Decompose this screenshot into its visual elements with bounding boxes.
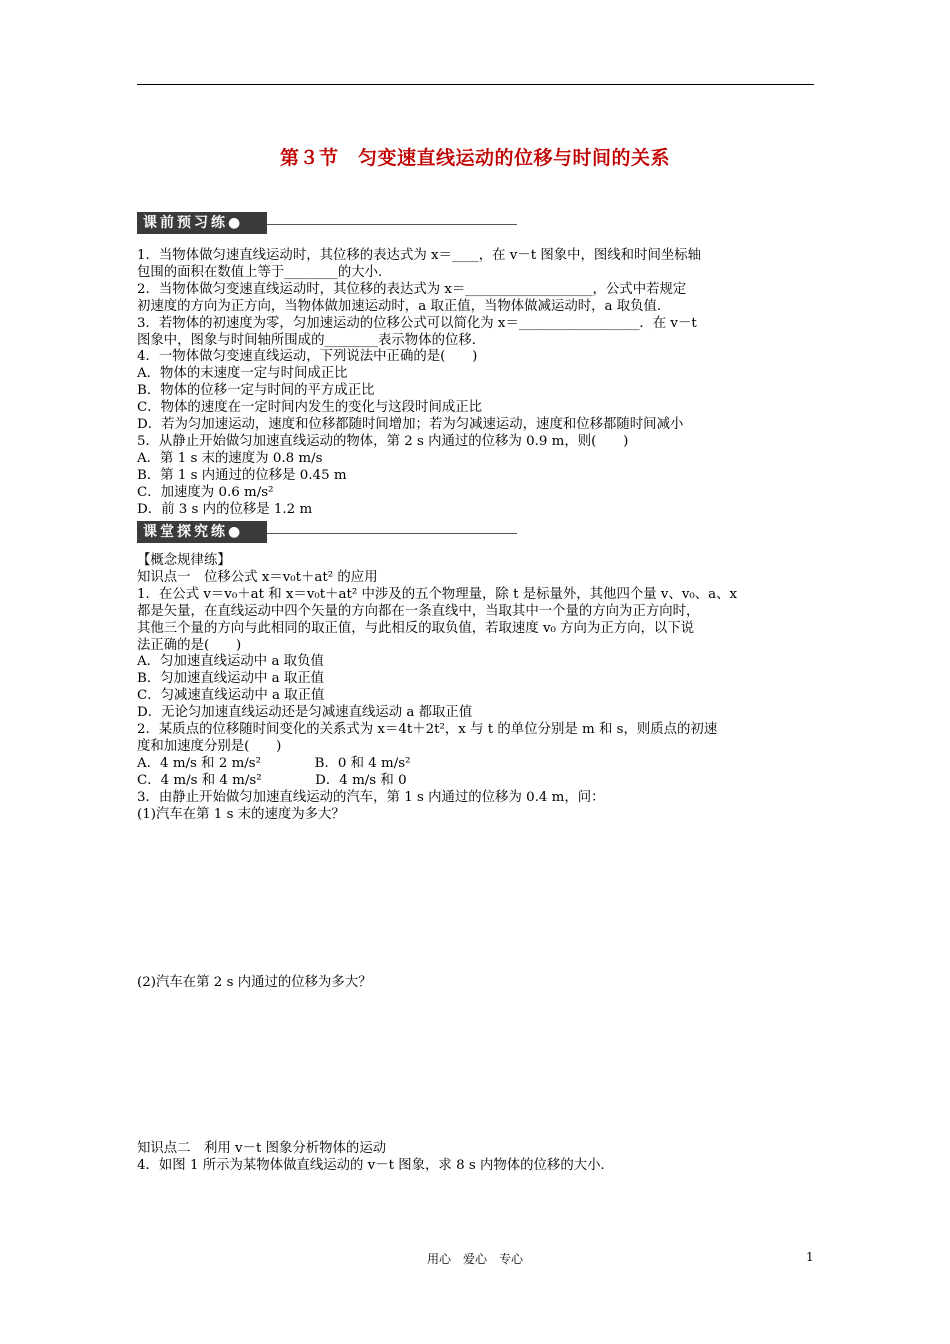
page-footer: 用心 爱心 专心 bbox=[426, 1252, 523, 1266]
text-line: (2)汽车在第 2 s 内通过的位移为多大？ bbox=[137, 974, 372, 990]
text-line: A．物体的末速度一定与时间成正比 bbox=[137, 366, 348, 382]
text-line: C．匀减速直线运动中 a 取正值 bbox=[137, 688, 325, 704]
text-line: A．第 1 s 末的速度为 0.8 m/s bbox=[137, 450, 323, 466]
answer-space bbox=[137, 991, 817, 1141]
section-heading-classroom bbox=[137, 521, 517, 543]
text-line: 4．一物体做匀变速直线运动，下列说法中正确的是( ) bbox=[137, 349, 478, 365]
text-line: 度和加速度分别是( ) bbox=[137, 738, 282, 754]
text-line: B．匀加速直线运动中 a 取正值 bbox=[137, 671, 325, 687]
text-line: D．无论匀加速直线运动还是匀减速直线运动 a 都取正值 bbox=[137, 705, 473, 721]
text-line: D．前 3 s 内的位移是 1.2 m bbox=[137, 501, 313, 517]
page-title: 第３节 匀变速直线运动的位移与时间的关系 bbox=[279, 147, 670, 169]
text-line: 初速度的方向为正方向，当物体做加速运动时，a 取正值，当物体做减运动时，a 取负值． bbox=[137, 298, 671, 314]
text-line: 3．由静止开始做匀加速直线运动的汽车，第 1 s 内通过的位移为 0.4 m，问： bbox=[137, 789, 605, 805]
classroom-exercises bbox=[137, 553, 817, 1175]
text-line: 【概念规律练】 bbox=[137, 553, 231, 568]
text-line: 3．若物体的初速度为零，匀加速运动的位移公式可以简化为 x＝__________________．在 v－t bbox=[137, 315, 697, 331]
text-line: 5．从静止开始做匀加速直线运动的物体，第 2 s 内通过的位移为 0.9 m，则( ) bbox=[137, 433, 629, 449]
section-heading-line bbox=[267, 533, 517, 534]
text-line: A．匀加速直线运动中 a 取负值 bbox=[137, 654, 324, 670]
text-line: B．物体的位移一定与时间的平方成正比 bbox=[137, 383, 375, 399]
answer-space bbox=[137, 824, 817, 975]
header-rule bbox=[137, 84, 814, 85]
text-line: 2．当物体做匀变速直线运动时，其位移的表达式为 x＝___________________，公式中若规定 bbox=[137, 281, 687, 297]
page-number: 1 bbox=[806, 1250, 814, 1264]
text-line: 知识点一 位移公式 x＝v₀t＋at² 的应用 bbox=[137, 569, 378, 585]
text-line: (1)汽车在第 1 s 末的速度为多大？ bbox=[137, 806, 345, 822]
text-line: C．4 m/s 和 4 m/s² D．4 m/s 和 0 bbox=[137, 772, 407, 788]
text-line: 法正确的是( ) bbox=[137, 637, 242, 653]
section-heading-label: 课堂探究练● bbox=[137, 521, 267, 543]
text-line: 1．当物体做匀速直线运动时，其位移的表达式为 x＝____，在 v－t 图象中，图线和时间坐标轴 bbox=[137, 248, 702, 263]
text-line: C．物体的速度在一定时间内发生的变化与这段时间成正比 bbox=[137, 400, 483, 416]
text-line: 包围的面积在数值上等于________的大小． bbox=[137, 264, 392, 280]
text-line: C．加速度为 0.6 m/s² bbox=[137, 484, 274, 500]
text-line: 4．如图 1 所示为某物体做直线运动的 v－t 图象，求 8 s 内物体的位移的大小． bbox=[137, 1158, 614, 1174]
text-line: D．若为匀加速运动，速度和位移都随时间增加；若为匀减速运动，速度和位移都随时间减小 bbox=[137, 417, 684, 433]
text-line: 1．在公式 v＝v₀＋at 和 x＝v₀t＋at² 中涉及的五个物理量，除 t 是标量外，其他四个量 v、v₀、a、x bbox=[137, 586, 738, 602]
text-line: 2．某质点的位移随时间变化的关系式为 x＝4t＋2t²，x 与 t 的单位分别是 m 和 s，则质点的初速 bbox=[137, 722, 718, 738]
section-heading-label: 课前预习练● bbox=[137, 212, 267, 234]
text-line: 都是矢量，在直线运动中四个矢量的方向都在一条直线中，当取其中一个量的方向为正方向时， bbox=[137, 603, 700, 619]
text-line: B．第 1 s 内通过的位移是 0.45 m bbox=[137, 467, 347, 483]
text-line: A．4 m/s 和 2 m/s² B．0 和 4 m/s² bbox=[137, 755, 411, 771]
text-line: 其他三个量的方向与此相同的取正值，与此相反的取负值，若取速度 v₀ 方向为正方向，以下说 bbox=[137, 620, 695, 636]
text-line: 图象中，图象与时间轴所围成的________表示物体的位移． bbox=[137, 332, 486, 348]
section-heading-preview bbox=[137, 212, 517, 234]
text-line: 知识点二 利用 v－t 图象分析物体的运动 bbox=[137, 1141, 387, 1157]
preview-exercises bbox=[137, 248, 817, 519]
section-heading-line bbox=[267, 224, 517, 225]
